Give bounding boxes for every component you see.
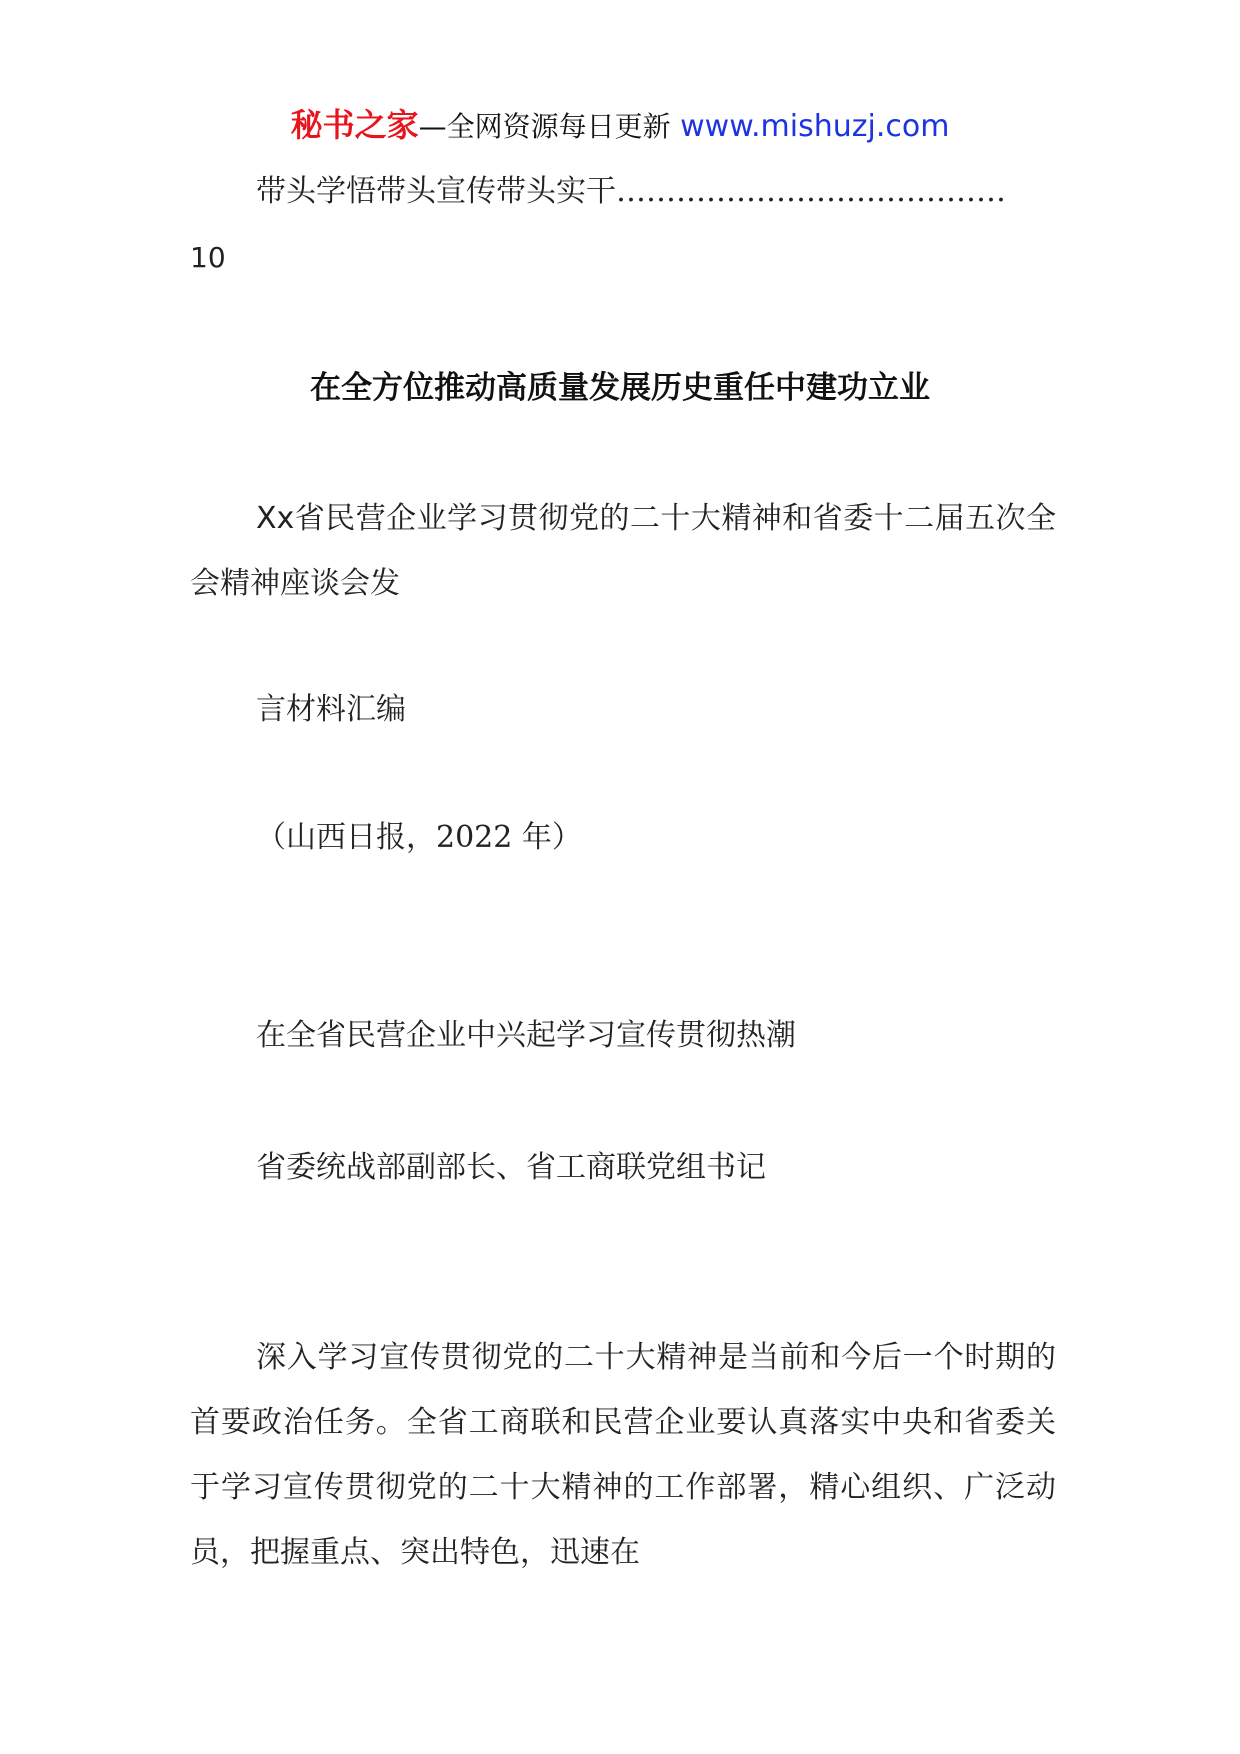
source-citation: （山西日报，2022 年） — [256, 820, 582, 855]
intro-continuation: 言材料汇编 — [256, 692, 406, 727]
brand-name: 秘书之家 — [290, 106, 419, 144]
toc-entry-title: 带头学悟带头宣传带头实干 — [256, 174, 616, 209]
toc-leader-dots: ………………………………… — [616, 174, 1006, 209]
speaker-position: 省委统战部副部长、省工商联党组书记 — [256, 1150, 766, 1185]
speech-title: 在全省民营企业中兴起学习宣传贯彻热潮 — [256, 1018, 796, 1053]
toc-entry[interactable] — [256, 172, 1006, 212]
intro-prefix: Xx — [256, 501, 295, 536]
intro-paragraph — [190, 486, 1056, 616]
site-header — [0, 105, 1240, 147]
body-paragraph: 深入学习宣传贯彻党的二十大精神是当前和今后一个时期的首要政治任务。全省工商联和民营企业要认真落实中央和省委关于学习宣传贯彻党的二十大精神的工作部署，精心组织、广泛动员，把握重点、突出特色，迅速在 — [190, 1340, 1056, 1570]
site-url-link[interactable]: www.mishuzj.com — [680, 109, 950, 144]
toc-page-number: 10 — [190, 241, 226, 274]
document-title: 在全方位推动高质量发展历史重任中建功立业 — [310, 370, 930, 406]
header-slogan: —全网资源每日更新 — [418, 110, 671, 143]
intro-text: 省民营企业学习贯彻党的二十大精神和省委十二届五次全会精神座谈会发 — [190, 501, 1056, 601]
